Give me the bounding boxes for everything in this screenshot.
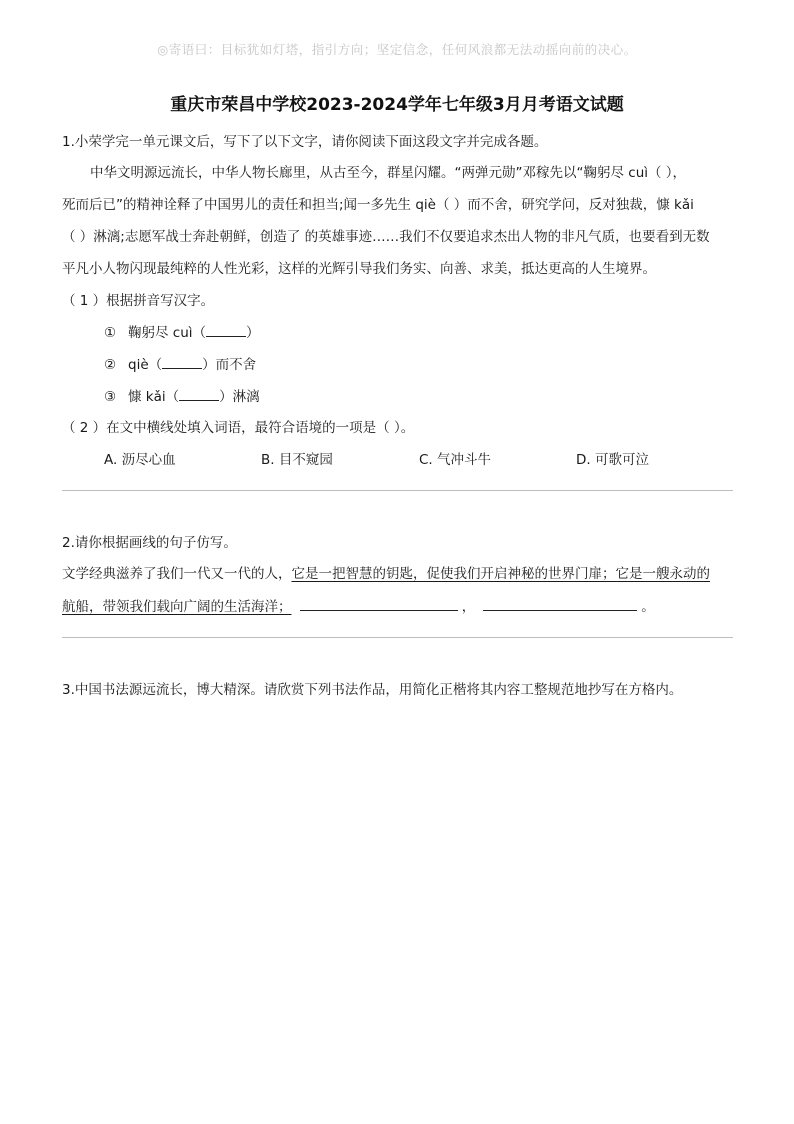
item-suffix: ）淋漓 bbox=[219, 389, 260, 405]
sub-question-2-label: （ 2 ）在文中横线处填入词语，最符合语境的一项是（ ）。 bbox=[62, 420, 415, 436]
item-prefix: qiè（ bbox=[128, 357, 163, 373]
item-number: ② bbox=[104, 357, 117, 373]
option-c[interactable] bbox=[419, 450, 491, 470]
option-letter: A. bbox=[104, 452, 118, 468]
divider bbox=[62, 490, 733, 491]
option-b[interactable] bbox=[261, 450, 333, 470]
period: 。 bbox=[641, 599, 655, 615]
sub-question-1-label: （ 1 ）根据拼音写汉字。 bbox=[62, 293, 215, 309]
option-text: 目不窥园 bbox=[278, 452, 333, 468]
underlined-sentence: 它是一把智慧的钥匙，促使我们开启神秘的世界门扉；它是一艘永动的 bbox=[291, 566, 710, 582]
option-d[interactable] bbox=[576, 450, 649, 470]
passage-line-1: 中华文明源远流长，中华人物长廊里，从古至今，群星闪耀。“两弹元勋”邓稼先以“鞠躬尽 cuì（ ）， bbox=[90, 165, 687, 181]
page-title: 重庆市荣昌中学校2023-2024学年七年级3月月考语文试题 bbox=[170, 95, 624, 115]
question-2-prompt: 2.请你根据画线的句子仿写。 bbox=[62, 535, 237, 551]
item-suffix: ）而不舍 bbox=[202, 357, 257, 373]
passage-line-2: 死而后已”的精神诠释了中国男儿的责任和担当;闻一多先生 qiè（ ）而不舍，研究学问，反对独裁，慷 kǎi bbox=[62, 197, 694, 213]
option-text: 沥尽心血 bbox=[121, 452, 176, 468]
answer-blank[interactable] bbox=[206, 322, 246, 337]
passage-line-3: （ ）淋漓;志愿军战士奔赴朝鲜，创造了 的英雄事迹……我们不仅要追求杰出人物的非凡气质，也要看到无数 bbox=[62, 229, 710, 245]
item-number: ① bbox=[104, 325, 117, 341]
imitation-blank-2[interactable] bbox=[483, 596, 637, 611]
divider bbox=[62, 637, 733, 638]
question-1-prompt: 1.小荣学完一单元课文后，写下了以下文字，请你阅读下面这段文字并完成各题。 bbox=[62, 134, 548, 150]
comma: ， bbox=[461, 599, 476, 615]
answer-blank[interactable] bbox=[179, 386, 219, 401]
item-suffix: ） bbox=[246, 325, 260, 341]
pinyin-item-3 bbox=[104, 386, 260, 407]
passage-line-4: 平凡小人物闪现最纯粹的人性光彩，这样的光辉引导我们务实、向善、求美，抵达更高的人生境界。 bbox=[62, 261, 656, 277]
item-number: ③ bbox=[104, 389, 117, 405]
item-prefix: 鞠躬尽 cuì（ bbox=[128, 325, 207, 341]
item-prefix: 慷 kǎi（ bbox=[128, 389, 180, 405]
option-text: 可歌可泣 bbox=[594, 452, 649, 468]
plain-text: 文学经典滋养了我们一代又一代的人， bbox=[62, 566, 292, 582]
option-a[interactable] bbox=[104, 450, 176, 470]
pinyin-item-1 bbox=[104, 322, 260, 343]
question-2-line-1 bbox=[62, 564, 710, 584]
question-2-line-2 bbox=[62, 596, 655, 617]
imitation-blank-1[interactable] bbox=[300, 596, 458, 611]
underlined-sentence: 航船，带领我们载向广阔的生活海洋； bbox=[62, 599, 292, 615]
header-motto: ◎寄语曰：目标犹如灯塔，指引方向；坚定信念，任何风浪都无法动摇向前的决心。 bbox=[157, 42, 637, 57]
option-text: 气冲斗牛 bbox=[437, 452, 492, 468]
option-letter: D. bbox=[576, 452, 591, 468]
option-letter: C. bbox=[419, 452, 433, 468]
option-letter: B. bbox=[261, 452, 275, 468]
pinyin-item-2 bbox=[104, 354, 256, 375]
answer-blank[interactable] bbox=[162, 354, 202, 369]
question-3-prompt: 3.中国书法源远流长，博大精深。请欣赏下列书法作品，用简化正楷将其内容工整规范地抄写在方格内。 bbox=[62, 682, 683, 698]
